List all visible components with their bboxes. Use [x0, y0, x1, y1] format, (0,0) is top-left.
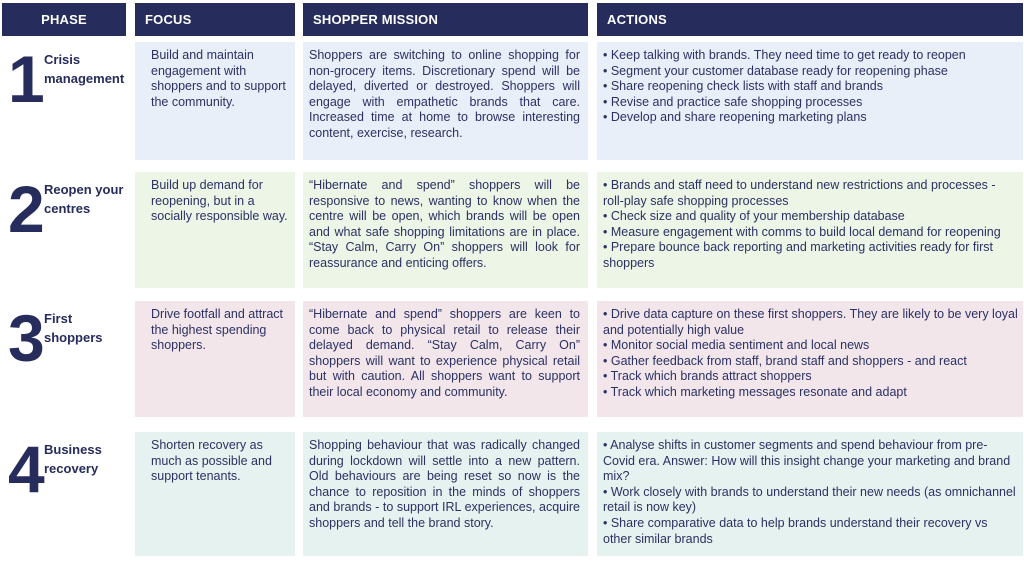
phase-cell: [2, 42, 126, 160]
table-row: [0, 42, 1024, 160]
header-focus: FOCUS: [135, 3, 295, 36]
phase-name: Reopen your centres: [44, 182, 124, 216]
phase-number: 3: [8, 301, 43, 375]
phase-cell: [2, 301, 126, 417]
phase-number: 1: [8, 42, 43, 116]
phase-name: First shoppers: [44, 311, 103, 345]
action-item: • Analyse shifts in customer segments and spend behaviour from pre-Covid era. Answer: How will this insight change your marketing and brand mix?: [603, 438, 1011, 484]
actions-cell: [597, 42, 1023, 160]
action-item: • Segment your customer database ready for reopening phase: [603, 63, 948, 78]
actions-cell: [597, 301, 1023, 417]
phase-name: Crisis management: [44, 52, 125, 86]
focus-cell: Drive footfall and attract the highest spending shoppers.: [135, 301, 295, 417]
header-actions: ACTIONS: [597, 3, 1023, 36]
phase-number: 4: [8, 432, 43, 506]
action-item: • Check size and quality of your membership database: [603, 209, 905, 224]
actions-cell: [597, 172, 1023, 288]
header-phase: PHASE: [2, 3, 126, 36]
table-row: [0, 301, 1024, 417]
action-item: • Prepare bounce back reporting and marketing activities ready for first shoppers: [603, 240, 993, 270]
phase-cell: [2, 432, 126, 556]
table-row: [0, 172, 1024, 288]
action-item: • Gather feedback from staff, brand staff and shoppers - and react: [603, 353, 967, 368]
phase-name: Business recovery: [44, 442, 102, 476]
mission-cell: Shopping behaviour that was radically changed during lockdown will settle into a new pattern. Old behaviours are being reset so now is the chance to reposition in the minds of shoppers and brands - to support IRL experiences, acquire shoppers and tell the brand story.: [303, 432, 588, 556]
action-item: • Monitor social media sentiment and local news: [603, 338, 870, 353]
header-shopper-mission: SHOPPER MISSION: [303, 3, 588, 36]
action-item: • Measure engagement with comms to build local demand for reopening: [603, 224, 1001, 239]
mission-cell: Shoppers are switching to online shopping for non-grocery items. Discretionary spend will be delayed, diverted or destroyed. Shoppers will engage with empathetic brands that care. Increased time at home to browse interesting content, exercise, research.: [303, 42, 588, 160]
action-item: • Track which marketing messages resonate and adapt: [603, 384, 907, 399]
phase-cell: [2, 172, 126, 288]
action-item: • Drive data capture on these first shoppers. They are likely to be very loyal and potentially high value: [603, 307, 1018, 337]
action-item: • Revise and practice safe shopping processes: [603, 94, 863, 109]
action-item: • Track which brands attract shoppers: [603, 369, 812, 384]
focus-cell: Build and maintain engagement with shoppers and to support the community.: [135, 42, 295, 160]
action-item: • Keep talking with brands. They need time to get ready to reopen: [603, 48, 966, 62]
table-row: [0, 432, 1024, 556]
actions-cell: [597, 432, 1023, 556]
mission-cell: “Hibernate and spend” shoppers will be responsive to news, wanting to know when the centre will be open, which brands will be open and what safe shopping limitations are in place. “Stay Calm, Carry On” shoppers will look for reassurance and enticing offers.: [303, 172, 588, 288]
phase-number: 2: [8, 172, 43, 246]
action-item: • Brands and staff need to understand new restrictions and processes - roll-play safe shopping processes: [603, 178, 996, 208]
action-item: • Work closely with brands to understand their new needs (as omnichannel retail is now key): [603, 484, 1016, 515]
mission-cell: “Hibernate and spend” shoppers are keen to come back to physical retail to release their delayed demand. “Stay Calm, Carry On” shoppers will want to experience physical retail but with caution. All shoppers want to support their local economy and community.: [303, 301, 588, 417]
focus-cell: Shorten recovery as much as possible and support tenants.: [135, 432, 295, 556]
action-item: • Share reopening check lists with staff and brands: [603, 79, 883, 94]
focus-cell: Build up demand for reopening, but in a socially responsible way.: [135, 172, 295, 288]
action-item: • Develop and share reopening marketing plans: [603, 110, 867, 125]
action-item: • Share comparative data to help brands understand their recovery vs other similar brands: [603, 515, 988, 546]
